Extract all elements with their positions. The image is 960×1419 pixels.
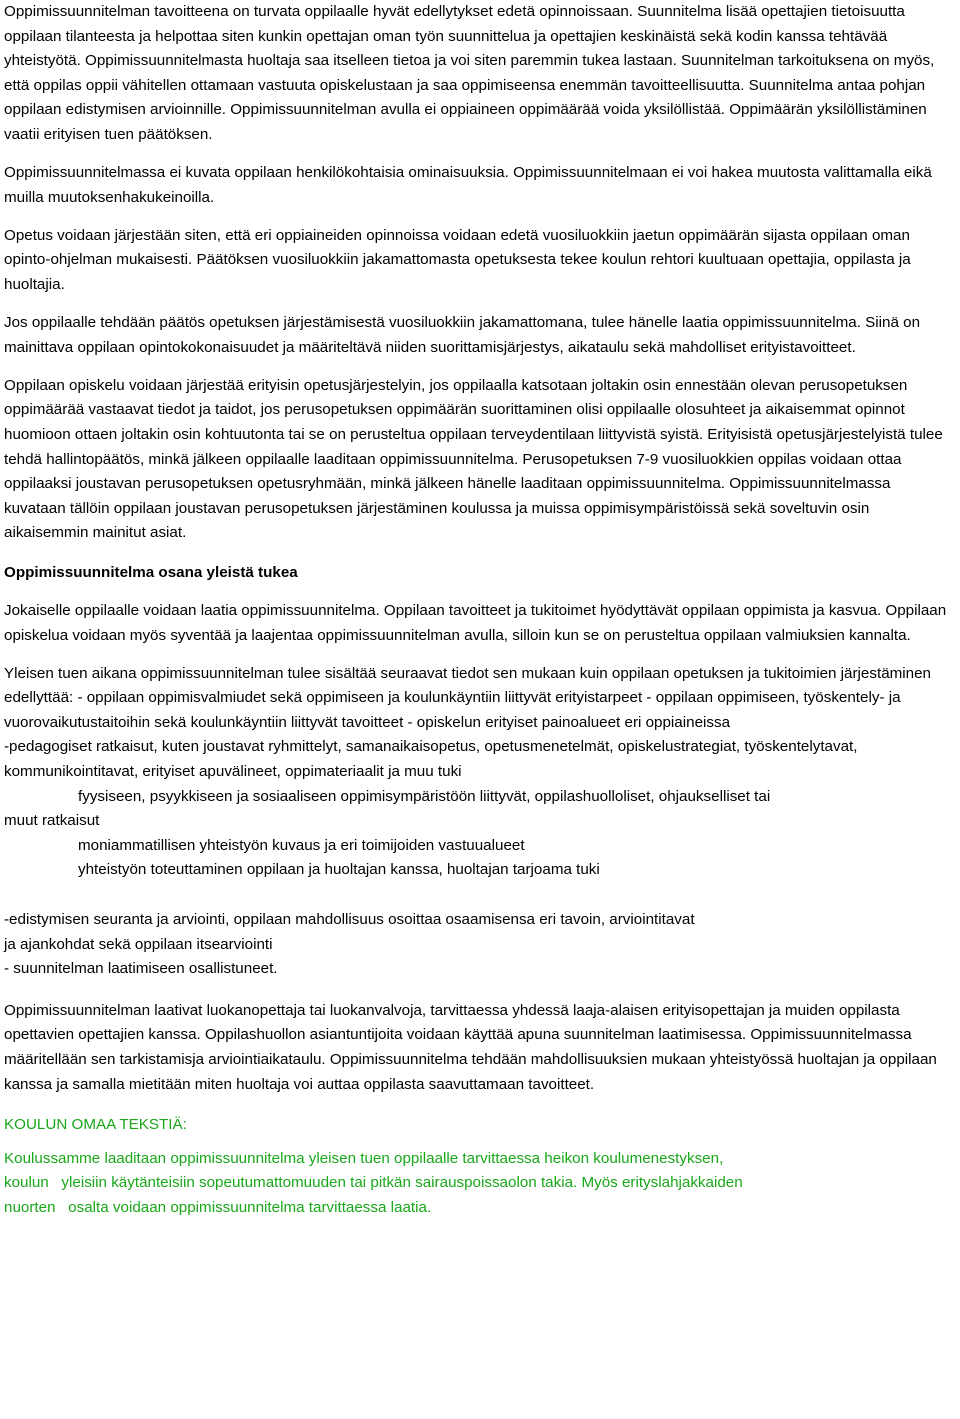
paragraph-special-arrangements: Oppilaan opiskelu voidaan järjestää erityisin opetusjärjestelyin, jos oppilaalla katsotaan joltakin osin ennestään olevan perusopetuksen oppimäärää vastaavat tiedot ja taidot, jos perusopetuksen oppimäärän suorittaminen olisi oppilaalle olosuhteet ja aikaisemmat opinnot huomioon ottaen joltakin osin kohtuutonta tai se on perusteltua oppilaan terveydentilaan liittyvistä syistä. Erityisistä opetusjärjestelyistä tulee tehdä hallintopäätös, minkä jälkeen oppilaalle laaditaan oppimissuunnitelma. Perusopetuksen 7-9 vuosiluokkien oppilas voidaan ottaa oppilaaksi joustavan perusopetuksen opetusryhmään, minkä jälkeen hänelle laaditaan oppimissuunnitelma. Oppimissuunnitelmassa kuvataan tällöin oppilaan joustavan perusopetuksen järjestäminen koulussa ja muissa oppimisympäristöissä sekä soveltuvin osin aikaisemmin mainitut asiat. (4, 376, 943, 542)
list-item-participants: - suunnitelman laatimiseen osallistuneet. (4, 960, 278, 978)
paragraph-non-graded-decision: Jos oppilaalle tehdään päätös opetuksen järjestämisestä vuosiluokkiin jakamattomana, tulee hänelle laatia oppimissuunnitelma. Siinä on mainittava oppilaan opintokokonaisuudet ja määriteltävä niiden suorittamisjärjestys, aikataulu sekä mahdolliset erityistavoitteet. (4, 314, 921, 356)
school-text-line-3: nuorten osalta voidaan oppimissuunnitelma tarvittaessa laatia. (4, 1198, 432, 1216)
school-text-label: KOULUN OMAA TEKSTIÄ: (4, 1116, 187, 1134)
paragraph-plan-authors: Oppimissuunnitelman laativat luokanopettaja tai luokanvalvoja, tarvittaessa yhdessä laaja-alaisen erityisopettajan ja muiden oppilasta opettavien opettajien kanssa. Oppilashuollon asiantuntijoita voidaan käyttää apuna suunnitelman laatimisessa. Oppimissuunnitelmassa määritellään sen tarkistamisja arviointiaikataulu. Oppimissuunnitelma tehdään mahdollisuuksien mukaan yhteistyössä huoltajan ja oppilaan kanssa ja samalla mietitään miten huoltaja voi auttaa oppilasta saavuttamaan tavoitteet. (4, 1001, 937, 1093)
list-item-environment: fyysiseen, psyykkiseen ja sosiaaliseen oppimisympäristöön liittyvät, oppilashuolloliset, ohjaukselliset tai (78, 787, 771, 805)
list-item-progress: -edistymisen seuranta ja arviointi, oppilaan mahdollisuus osoittaa osaamisensa eri tavoin, arviointitavat (4, 911, 695, 928)
paragraph-individual-program: Opetus voidaan järjestään siten, että eri oppiaineiden opinnoissa voidaan edetä vuosiluokkiin jaetun oppimäärän sijasta oppilaan oman opinto-ohjelman mukaisesti. Päätöksen vuosiluokkiin jakamattomasta opetuksesta tekee koulun rehtori kuultuaan opettajia, oppilasta ja huoltajia. (4, 226, 911, 293)
list-item-guardian-cooperation: yhteistyön toteuttaminen oppilaan ja huoltajan kanssa, huoltajan tarjoama tuki (78, 861, 600, 879)
list-item-pedagogical: -pedagogiset ratkaisut, kuten joustavat ryhmittelyt, samanaikaisopetus, opetusmenetelmät, opiskelustrategiat, työskentelytavat, kommunikointitavat, erityiset apuvälineet, oppimateriaalit ja muu tuki (4, 738, 858, 781)
list-item-environment-cont: muut ratkaisut (4, 812, 100, 830)
list-item-multiprofessional: moniammatillisen yhteistyön kuvaus ja eri toimijoiden vastuualueet (78, 836, 525, 854)
document-page (4, 0, 954, 1221)
paragraph-no-personal-traits: Oppimissuunnitelmassa ei kuvata oppilaan henkilökohtaisia ominaisuuksia. Oppimissuunnitelmaan ei voi hakea muutosta valittamalla eikä muilla muutoksenhakukeinoilla. (4, 164, 932, 206)
section-heading: Oppimissuunnitelma osana yleistä tukea (4, 563, 298, 581)
paragraph-everyone-plan: Jokaiselle oppilaalle voidaan laatia oppimissuunnitelma. Oppilaan tavoitteet ja tukitoimet hyödyttävät oppilaan oppimista ja kasvua. Oppilaan opiskelua voidaan myös syventää ja laajentaa oppimissuunnitelman avulla, silloin kun se on perusteltua oppilaan valmiuksien kannalta. (4, 601, 947, 644)
school-text-line-1: Koulussamme laaditaan oppimissuunnitelma yleisen tuen oppilaalle tarvittaessa heikon koulumenestyksen, (4, 1149, 724, 1167)
school-text-line-2: koulun yleisiin käytänteisiin sopeutumattomuuden tai pitkän sairauspoissaolon takia. Myös erityslahjakkaiden (4, 1174, 743, 1192)
list-item-progress-cont: ja ajankohdat sekä oppilaan itsearviointi (4, 935, 273, 953)
paragraph-plan-contents: Yleisen tuen aikana oppimissuunnitelman tulee sisältää seuraavat tiedot sen mukaan kuin oppilaan opetuksen ja tukitoimien järjestäminen edellyttää: - oppilaan oppimisvalmiudet sekä oppimiseen ja koulunkäyntiin liittyvät erityistarpeet - oppilaan oppimiseen, työskentely- ja vuorovaikutustaitoihin sekä koulunkäyntiin liittyvät tavoitteet - opiskelun erityiset painoalueet eri oppiaineissa (4, 664, 932, 731)
paragraph-goals: Oppimissuunnitelman tavoitteena on turvata oppilaalle hyvät edellytykset edetä opinnoissaan. Suunnitelma lisää opettajien tietoisuutta oppilaan tilanteesta ja helpottaa siten kunkin opettajan oman työn suunnittelua ja opettajien keskinäistä sekä kodin kanssa tehtävää yhteistyötä. Oppimissuunnitelmasta huoltaja saa itselleen tietoa ja voi siten paremmin tukea lastaan. Suunnitelman tarkoituksena on myös, että oppilas oppii vähitellen ottamaan vastuuta opiskelustaan ja saa oppimiseensa enemmän tavoitteellisuutta. Suunnitelma antaa pohjan oppilaan edistymisen arvioinnille. Oppimissuunnitelman avulla ei oppiaineen oppimäärää voida yksilöllistää. Oppimäärän yksilöllistäminen vaatii erityisen tuen päätöksen. (4, 3, 935, 143)
